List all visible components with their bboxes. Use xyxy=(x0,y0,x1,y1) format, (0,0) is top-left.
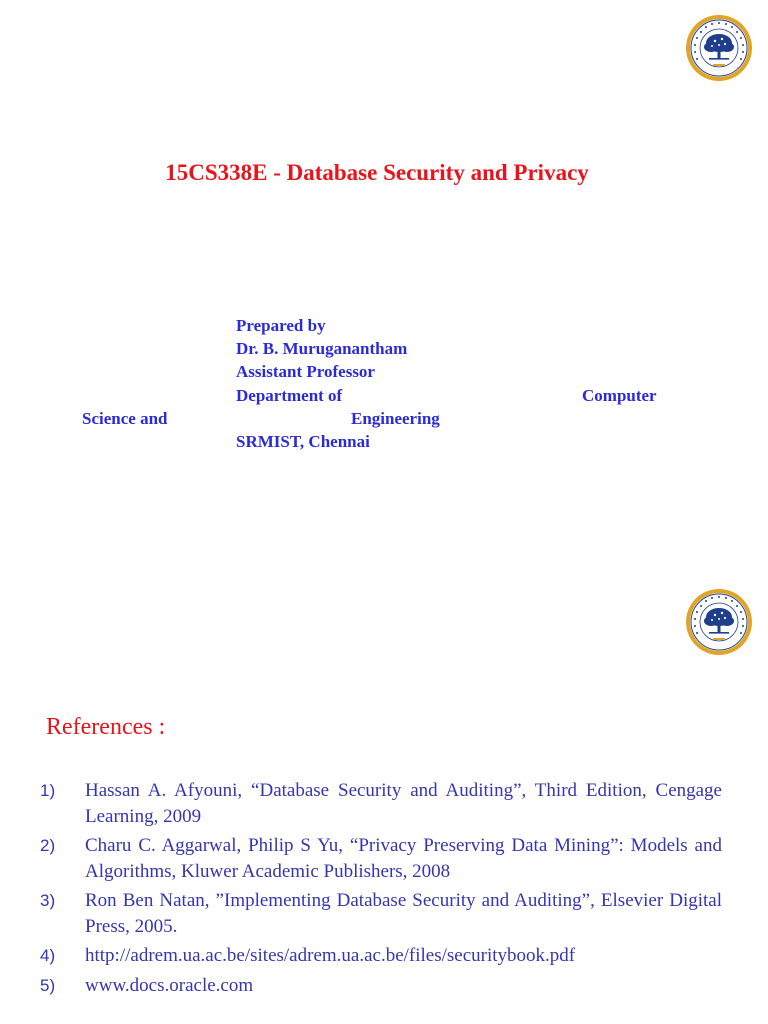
reference-link[interactable]: http://adrem.ua.ac.be/sites/adrem.ua.ac.be/files/securitybook.pdf xyxy=(85,945,576,966)
author-designation: Assistant Professor xyxy=(236,362,375,381)
reference-text: Ron Ben Natan, ”Implementing Database Security and Auditing”, Elsevier Digital Press, 2005. xyxy=(85,890,722,937)
reference-item xyxy=(40,778,722,830)
reference-number: 2) xyxy=(40,836,56,855)
reference-item[interactable] xyxy=(40,943,722,969)
prepared-by-label: Prepared by xyxy=(236,316,326,335)
reference-number: 5) xyxy=(40,976,56,995)
author-name: Dr. B. Muruganantham xyxy=(236,339,408,358)
references-slide xyxy=(0,576,768,1024)
reference-text: Charu C. Aggarwal, Philip S Yu, “Privacy Preserving Data Mining”: Models and Algorithms, Kluwer Academic Publishers, 2008 xyxy=(85,835,722,882)
department-text-3: Science and xyxy=(82,409,168,428)
reference-item[interactable] xyxy=(40,973,722,999)
reference-link[interactable]: www.docs.oracle.com xyxy=(85,975,254,996)
reference-number: 3) xyxy=(40,891,56,910)
university-seal-icon xyxy=(685,14,753,82)
reference-number: 4) xyxy=(40,946,56,965)
course-title: 15CS338E - Database Security and Privacy xyxy=(165,160,589,185)
reference-number: 1) xyxy=(40,781,56,800)
reference-item xyxy=(40,833,722,885)
department-text-4: Engineering xyxy=(351,409,440,428)
reference-text: Hassan A. Afyouni, “Database Security and Auditing”, Third Edition, Cengage Learning, 2009 xyxy=(85,780,722,827)
department-text-2: Computer xyxy=(582,386,657,405)
reference-item xyxy=(40,888,722,940)
references-heading: References : xyxy=(46,714,166,740)
author-institution: SRMIST, Chennai xyxy=(236,432,370,451)
university-seal-icon xyxy=(685,588,753,656)
department-text-1: Department of xyxy=(236,386,343,405)
